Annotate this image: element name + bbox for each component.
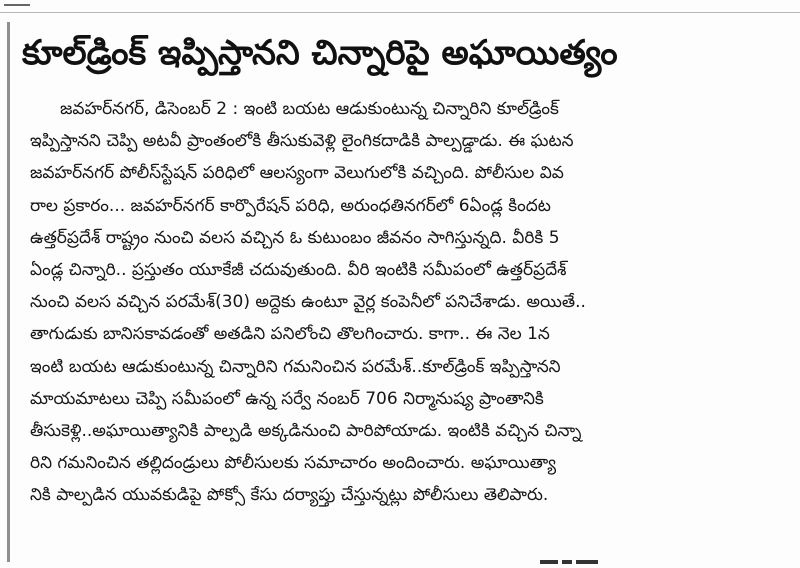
article-line: జవహర్‌నగర్ పోలీస్‌స్టేషన్ పరిధిలో ఆలస్యంగా వెలుగులోకి వచ్చింది. పోలీసుల వివ: [30, 163, 564, 184]
article-line: తాగుడుకు బానిసకావడంతో అతడిని పనిలోంచి తొలగించారు. కాగా.. ఈ నెల 1న: [30, 324, 550, 345]
article-line: ఇంటి బయట ఆడుకుంటున్న చిన్నారిని గమనించిన పరమేశ్..కూల్‌డ్రింక్ ఇప్పిస్తానని: [30, 356, 561, 377]
top-divider: [0, 12, 800, 13]
top-cropped-fragment: [4, 0, 30, 6]
article-line: రిని గమనించిన తల్లిదండ్రులు పోలీసులకు సమాచారం అందించారు. అఘాయిత్యా: [30, 453, 556, 474]
article-body: [30, 93, 788, 512]
article-line: నికి పాల్పడిన యువకుడిపై పోక్సో కేసు దర్యాప్తు చేస్తున్నట్లు పోలీసులు తెలిపారు.: [30, 485, 549, 506]
column-rule: [7, 22, 10, 562]
article-line: నుంచి వలస వచ్చిన పరమేశ్(30) అద్దెకు ఉంటూ వైర్ల కంపెనీలో పనిచేశాడు. అయితే..: [30, 292, 586, 313]
article-line: మాయమాటలు చెప్పి సమీపంలో ఉన్న సర్వే నంబర్ 706 నిర్మానుష్య ప్రాంతానికి: [30, 388, 544, 409]
article-line: జవహర్‌నగర్, డిసెంబర్ 2 : ఇంటి బయట ఆడుకుంటున్న చిన్నారిని కూల్‌డ్రింక్: [60, 99, 559, 119]
article-line: రాల ప్రకారం... జవహర్‌నగర్ కార్పొరేషన్ పరిధి, అరుంధతినగర్‌లో 6ఏండ్ల కిందట: [30, 195, 551, 216]
bottom-cropped-fragment: [540, 560, 620, 568]
article-line: తీసుకెళ్లి..అఘాయిత్యానికి పాల్పడి అక్కడినుంచి పారిపోయాడు. ఇంటికి వచ్చిన చిన్నా: [30, 421, 582, 442]
article-line: ఏండ్ల చిన్నారి.. ప్రస్తుతం యూకేజీ చదువుతుంది. వీరి ఇంటికి సమీపంలో ఉత్తర్‌ప్రదేశ్: [30, 260, 567, 281]
article-headline: కూల్‌డ్రింక్ ఇప్పిస్తానని చిన్నారిపై అఘాయిత్యం: [22, 33, 618, 73]
article-line: ఇప్పిస్తానని చెప్పి అటవీ ప్రాంతంలోకి తీసుకువెళ్లి లైంగికదాడికి పాల్పడ్డాడు. ఈ ఘటన: [30, 131, 574, 152]
article-line: ఉత్తర్‌ప్రదేశ్ రాష్ట్రం నుంచి వలస వచ్చిన ఓ కుటుంబం జీవనం సాగిస్తున్నది. వీరికి 5: [30, 227, 560, 248]
